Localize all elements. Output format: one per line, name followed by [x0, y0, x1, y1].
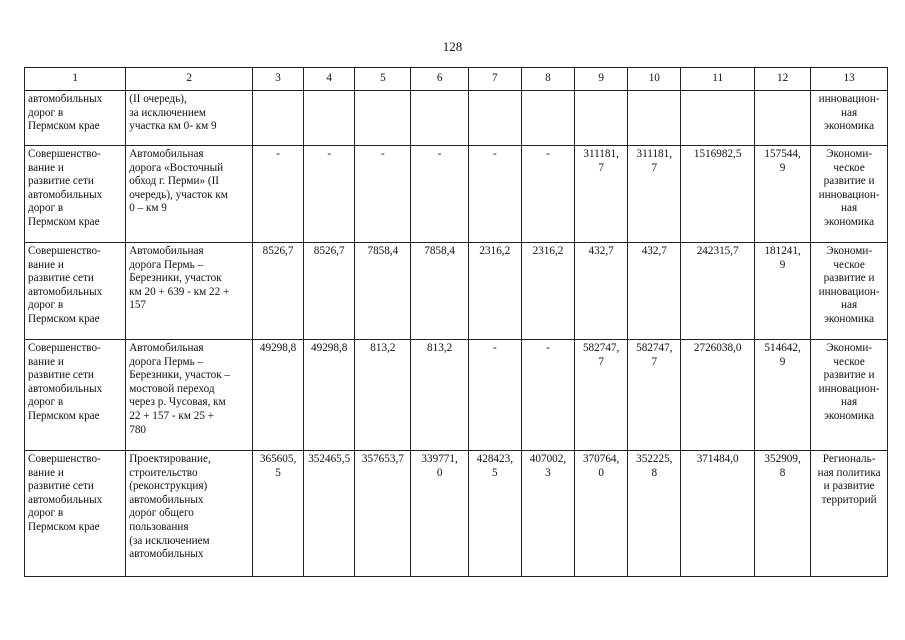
direction-cell: Региональ- ная политика и развитие территорий	[817, 453, 881, 506]
program-name-cell: Совершенство- вание и развитие сети автомобильных дорог в Пермском крае	[28, 453, 103, 533]
program-name-cell: Совершенство- вание и развитие сети автомобильных дорог в Пермском крае	[28, 148, 103, 228]
table-row	[25, 91, 888, 146]
value-cell: 352225, 8	[636, 453, 673, 479]
value-cell: -	[546, 148, 550, 160]
value-cell: -	[381, 148, 385, 160]
value-cell: -	[492, 342, 497, 354]
value-cell: 428423, 5	[476, 453, 513, 479]
object-name-cell: (II очередь), за исключением участка км 0- км 9	[129, 93, 217, 133]
value-cell: 357653,7	[361, 453, 404, 465]
value-cell: 339771, 0	[421, 453, 458, 479]
direction-cell: Экономи- ческое развитие и инновацион- ная экономика	[818, 245, 880, 325]
value-cell: 813,2	[427, 342, 453, 354]
header-cell: 6	[411, 68, 468, 91]
value-cell: 2726038,0	[693, 342, 742, 354]
value-cell: 2316,2	[479, 245, 511, 257]
object-name-cell: Автомобильная дорога Пермь – Березники, участок км 20 + 639 - км 22 + 157	[129, 245, 230, 312]
value-cell: 352909, 8	[764, 453, 801, 479]
header-cell: 1	[25, 68, 126, 91]
value-cell: 1516982,5	[693, 148, 742, 160]
value-cell: 365605, 5	[259, 453, 297, 479]
header-row	[25, 68, 888, 91]
value-cell: 157544, 9	[764, 148, 801, 174]
header-cell: 7	[468, 68, 521, 91]
program-name-cell: автомобильных дорог в Пермском крае	[28, 93, 103, 133]
direction-cell: инновацион- ная экономика	[818, 93, 880, 133]
value-cell: 514642, 9	[764, 342, 801, 368]
object-name-cell: Автомобильная дорога Пермь – Березники, участок – мостовой переход через р. Чусовая, км 22 + 157 - км 25 + 780	[129, 342, 231, 436]
value-cell: -	[546, 342, 550, 354]
program-name-cell: Совершенство- вание и развитие сети автомобильных дорог в Пермском крае	[28, 342, 103, 422]
header-cell: 9	[575, 68, 628, 91]
value-cell: -	[437, 148, 442, 160]
value-cell: 582747, 7	[582, 342, 620, 368]
value-cell: 49298,8	[259, 342, 297, 354]
table-row	[25, 146, 888, 243]
value-cell: 7858,4	[367, 245, 399, 257]
value-cell: 370764, 0	[582, 453, 620, 479]
value-cell: 2316,2	[532, 245, 564, 257]
table-row	[25, 451, 888, 577]
header-cell: 8	[521, 68, 574, 91]
value-cell: 371484,0	[696, 453, 739, 465]
value-cell: 813,2	[370, 342, 396, 354]
table-row	[25, 340, 888, 451]
object-name-cell: Проектирование, строительство (реконструкция) автомобильных дорог общего пользования (за исключением автомобильных	[129, 453, 211, 561]
value-cell: 432,7	[641, 245, 667, 257]
object-name-cell: Автомобильная дорога «Восточный обход г. Перми» (II очередь), участок км 0 – км 9	[129, 148, 228, 215]
page-number: 128	[442, 39, 463, 54]
value-cell: 8526,7	[262, 245, 294, 257]
direction-cell: Экономи- ческое развитие и инновацион- ная экономика	[818, 148, 880, 228]
value-cell: -	[276, 148, 280, 160]
value-cell: 181241, 9	[764, 245, 801, 271]
value-cell: 242315,7	[696, 245, 739, 257]
header-cell: 10	[628, 68, 681, 91]
value-cell: 49298,8	[311, 342, 348, 354]
value-cell: 407002, 3	[529, 453, 567, 479]
header-cell: 2	[126, 68, 253, 91]
header-cell: 3	[253, 68, 304, 91]
header-cell: 11	[681, 68, 755, 91]
header-cell: 4	[304, 68, 355, 91]
value-cell: 582747, 7	[636, 342, 673, 368]
value-cell: 311181, 7	[583, 148, 619, 174]
table-row	[25, 243, 888, 340]
value-cell: 8526,7	[313, 245, 345, 257]
value-cell: -	[492, 148, 497, 160]
header-cell: 5	[355, 68, 411, 91]
data-table	[24, 67, 888, 577]
value-cell: 7858,4	[424, 245, 455, 257]
program-name-cell: Совершенство- вание и развитие сети автомобильных дорог в Пермском крае	[28, 245, 103, 325]
header-cell: 12	[754, 68, 810, 91]
value-cell: 311181, 7	[636, 148, 673, 174]
header-cell: 13	[811, 68, 888, 91]
value-cell: -	[327, 148, 332, 160]
direction-cell: Экономи- ческое развитие и инновацион- ная экономика	[818, 342, 880, 422]
value-cell: 432,7	[588, 245, 614, 257]
value-cell: 352465,5	[308, 453, 351, 465]
